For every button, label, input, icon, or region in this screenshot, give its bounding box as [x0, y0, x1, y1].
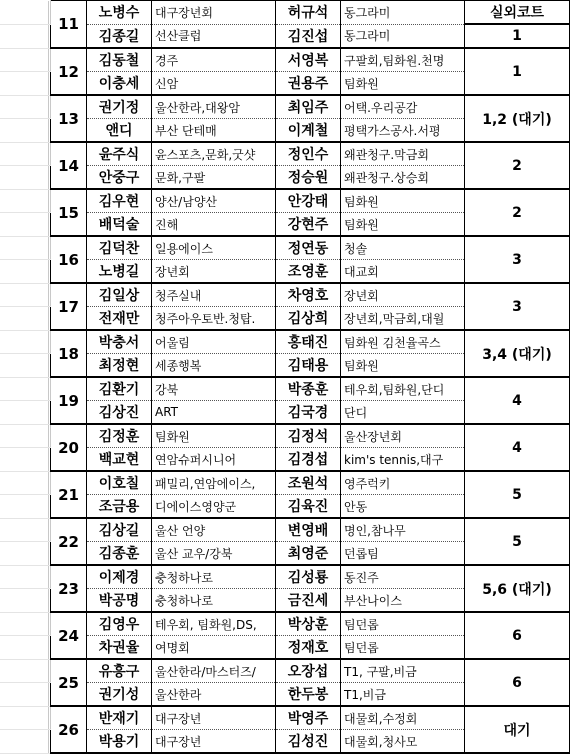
court-assignment[interactable]: 1: [465, 24, 570, 48]
player-club[interactable]: 팀던롭: [341, 636, 465, 660]
court-assignment[interactable]: 6: [465, 659, 570, 706]
player-club[interactable]: 팀화원: [341, 72, 465, 96]
player-name[interactable]: 조영훈: [276, 260, 341, 284]
group-number[interactable]: 14: [51, 142, 87, 189]
player-club[interactable]: 테우회,팀화원,단디: [341, 377, 465, 401]
player-name[interactable]: 김국경: [276, 401, 341, 425]
player-name[interactable]: 김상길: [87, 518, 152, 542]
player-club[interactable]: 충청하나로: [152, 589, 276, 613]
blank-cell[interactable]: [49, 636, 51, 660]
court-assignment[interactable]: 1,2 (대기): [465, 95, 570, 142]
player-name[interactable]: 박용기: [87, 730, 152, 754]
table-row: [0, 706, 570, 730]
court-assignment[interactable]: 3: [465, 236, 570, 283]
blank-cell[interactable]: [0, 1, 49, 25]
player-club[interactable]: ART: [152, 401, 276, 425]
player-name[interactable]: 변영배: [276, 518, 341, 542]
player-name[interactable]: 조원석: [276, 471, 341, 495]
player-name[interactable]: 윤주식: [87, 142, 152, 166]
player-name[interactable]: 오장섭: [276, 659, 341, 683]
table-row: [0, 612, 570, 636]
player-name[interactable]: 김동철: [87, 48, 152, 72]
player-name[interactable]: 김종길: [87, 24, 152, 48]
player-club[interactable]: 명인,참나무: [341, 518, 465, 542]
player-name[interactable]: 김덕찬: [87, 236, 152, 260]
player-name[interactable]: 전재만: [87, 307, 152, 331]
blank-cell[interactable]: [0, 706, 49, 730]
player-club[interactable]: 일용에이스: [152, 236, 276, 260]
player-club[interactable]: 진해: [152, 213, 276, 237]
player-club[interactable]: 디에이스영양군: [152, 495, 276, 519]
blank-cell[interactable]: [0, 213, 49, 237]
table-row: [0, 283, 570, 307]
court-assignment[interactable]: 3: [465, 283, 570, 330]
match-table-body: [0, 1, 570, 754]
player-club[interactable]: 왜관청구.상승회: [341, 166, 465, 190]
blank-cell[interactable]: [0, 542, 49, 566]
player-name[interactable]: 배덕술: [87, 213, 152, 237]
table-row: [0, 95, 570, 119]
player-name[interactable]: 김경섭: [276, 448, 341, 472]
player-club[interactable]: 대교회: [341, 260, 465, 284]
player-club[interactable]: 울산한라: [152, 683, 276, 707]
player-club[interactable]: 왜관청구.막금회: [341, 142, 465, 166]
player-name[interactable]: 노병길: [87, 260, 152, 284]
player-club[interactable]: 강북: [152, 377, 276, 401]
player-club[interactable]: 테우회, 팀화원,DS,: [152, 612, 276, 636]
player-club[interactable]: 팀화원: [341, 189, 465, 213]
court-assignment[interactable]: 5: [465, 471, 570, 518]
player-club[interactable]: 안동: [341, 495, 465, 519]
player-name[interactable]: 김종훈: [87, 542, 152, 566]
table-row: [0, 377, 570, 401]
blank-cell[interactable]: [49, 166, 51, 190]
court-assignment[interactable]: 6: [465, 612, 570, 659]
blank-cell[interactable]: [0, 307, 49, 331]
player-club[interactable]: 대구장년: [152, 706, 276, 730]
group-number[interactable]: 13: [51, 95, 87, 142]
court-assignment[interactable]: 2: [465, 189, 570, 236]
player-club[interactable]: 팀화원: [152, 424, 276, 448]
table-row: [0, 518, 570, 542]
player-name[interactable]: 차권율: [87, 636, 152, 660]
blank-cell[interactable]: [0, 48, 49, 72]
court-assignment[interactable]: 5: [465, 518, 570, 565]
player-club[interactable]: 패밀리,연암에이스,: [152, 471, 276, 495]
player-club[interactable]: 선산클럽: [152, 24, 276, 48]
table-row: [0, 330, 570, 354]
player-name[interactable]: 정승원: [276, 166, 341, 190]
table-row: [0, 565, 570, 589]
player-club[interactable]: 대물회,청사모: [341, 730, 465, 754]
blank-cell[interactable]: [0, 471, 49, 495]
blank-cell[interactable]: [0, 189, 49, 213]
group-number[interactable]: 22: [51, 518, 87, 565]
blank-cell[interactable]: [0, 24, 49, 48]
blank-cell[interactable]: [49, 683, 51, 707]
table-row: [0, 236, 570, 260]
player-name[interactable]: 금진세: [276, 589, 341, 613]
player-club[interactable]: 구팔회,팀화원.천명: [341, 48, 465, 72]
player-club[interactable]: 장년회: [152, 260, 276, 284]
blank-cell[interactable]: [49, 354, 51, 378]
player-name[interactable]: 한두봉: [276, 683, 341, 707]
blank-cell[interactable]: [0, 260, 49, 284]
player-club[interactable]: 평택가스공사.서평: [341, 119, 465, 143]
blank-cell[interactable]: [0, 495, 49, 519]
player-name[interactable]: 김정석: [276, 424, 341, 448]
group-number[interactable]: 25: [51, 659, 87, 706]
player-name[interactable]: 이제경: [87, 565, 152, 589]
player-club[interactable]: 단디: [341, 401, 465, 425]
player-club[interactable]: 윤스포츠,문화,굿샷: [152, 142, 276, 166]
player-name[interactable]: 강현주: [276, 213, 341, 237]
player-club[interactable]: 문화,구팔: [152, 166, 276, 190]
blank-cell[interactable]: [0, 565, 49, 589]
player-name[interactable]: 최정현: [87, 354, 152, 378]
group-number[interactable]: 19: [51, 377, 87, 424]
blank-cell[interactable]: [49, 589, 51, 613]
player-club[interactable]: 연암슈퍼시니어: [152, 448, 276, 472]
player-club[interactable]: 울산한라/마스터즈/: [152, 659, 276, 683]
table-row: [0, 471, 570, 495]
blank-cell[interactable]: [0, 636, 49, 660]
blank-cell[interactable]: [0, 95, 49, 119]
table-row: [0, 1, 570, 25]
player-name[interactable]: 김우현: [87, 189, 152, 213]
player-club[interactable]: 신암: [152, 72, 276, 96]
player-name[interactable]: 유흥구: [87, 659, 152, 683]
player-club[interactable]: 청주아우토반.청탑.: [152, 307, 276, 331]
player-club[interactable]: 여명회: [152, 636, 276, 660]
player-club[interactable]: 울산 교우/강북: [152, 542, 276, 566]
blank-cell[interactable]: [0, 730, 49, 754]
player-club[interactable]: 대구장년회: [152, 1, 276, 25]
blank-cell[interactable]: [49, 72, 51, 96]
player-name[interactable]: 이호칠: [87, 471, 152, 495]
player-club[interactable]: 부산 단테매: [152, 119, 276, 143]
blank-cell[interactable]: [0, 424, 49, 448]
blank-cell[interactable]: [49, 495, 51, 519]
group-number[interactable]: 23: [51, 565, 87, 612]
player-club[interactable]: 영주럭키: [341, 471, 465, 495]
group-number[interactable]: 24: [51, 612, 87, 659]
player-club[interactable]: 대물회,수정회: [341, 706, 465, 730]
player-name[interactable]: 김태용: [276, 354, 341, 378]
group-number[interactable]: 18: [51, 330, 87, 377]
blank-cell[interactable]: [49, 119, 51, 143]
blank-cell[interactable]: [49, 307, 51, 331]
table-row: [0, 142, 570, 166]
player-name[interactable]: 김일상: [87, 283, 152, 307]
blank-cell[interactable]: [0, 166, 49, 190]
player-name[interactable]: 이계철: [276, 119, 341, 143]
player-name[interactable]: 홍태진: [276, 330, 341, 354]
player-name[interactable]: 김성진: [276, 730, 341, 754]
player-club[interactable]: 장년회,막금회,대월: [341, 307, 465, 331]
player-name[interactable]: 정연동: [276, 236, 341, 260]
blank-cell[interactable]: [0, 659, 49, 683]
player-name[interactable]: 김정훈: [87, 424, 152, 448]
player-club[interactable]: 울산한라,대왕암: [152, 95, 276, 119]
blank-cell[interactable]: [0, 377, 49, 401]
player-club[interactable]: 세종행복: [152, 354, 276, 378]
blank-cell[interactable]: [0, 518, 49, 542]
player-name[interactable]: 김성룡: [276, 565, 341, 589]
player-name[interactable]: 박영주: [276, 706, 341, 730]
court-assignment[interactable]: 1: [465, 48, 570, 95]
player-name[interactable]: 조금용: [87, 495, 152, 519]
player-name[interactable]: 정재호: [276, 636, 341, 660]
blank-cell[interactable]: [49, 401, 51, 425]
court-assignment[interactable]: 5,6 (대기): [465, 565, 570, 612]
table-row: [0, 424, 570, 448]
player-club[interactable]: 팀화원: [341, 354, 465, 378]
court-assignment[interactable]: 3,4 (대기): [465, 330, 570, 377]
player-name[interactable]: 최임주: [276, 95, 341, 119]
player-club[interactable]: 어택.우리공감: [341, 95, 465, 119]
group-number[interactable]: 16: [51, 236, 87, 283]
player-club[interactable]: 동진주: [341, 565, 465, 589]
court-assignment[interactable]: 4: [465, 424, 570, 471]
blank-cell[interactable]: [0, 612, 49, 636]
blank-cell[interactable]: [0, 354, 49, 378]
player-club[interactable]: 충청하나로: [152, 565, 276, 589]
player-name[interactable]: 안중구: [87, 166, 152, 190]
group-number[interactable]: 12: [51, 48, 87, 95]
player-name[interactable]: 박충서: [87, 330, 152, 354]
group-number[interactable]: 21: [51, 471, 87, 518]
blank-cell[interactable]: [0, 589, 49, 613]
player-name[interactable]: 이충세: [87, 72, 152, 96]
player-name[interactable]: 김육진: [276, 495, 341, 519]
blank-cell[interactable]: [49, 730, 51, 754]
court-assignment[interactable]: 4: [465, 377, 570, 424]
player-club[interactable]: 부산나이스: [341, 589, 465, 613]
player-name[interactable]: 김영우: [87, 612, 152, 636]
blank-cell[interactable]: [49, 24, 51, 48]
player-club[interactable]: 울산 언양: [152, 518, 276, 542]
blank-cell[interactable]: [49, 448, 51, 472]
player-name[interactable]: 김진섭: [276, 24, 341, 48]
group-number[interactable]: 20: [51, 424, 87, 471]
blank-cell[interactable]: [0, 683, 49, 707]
player-name[interactable]: 차영호: [276, 283, 341, 307]
group-number[interactable]: 17: [51, 283, 87, 330]
blank-cell[interactable]: [0, 330, 49, 354]
player-club[interactable]: 팀화원: [341, 213, 465, 237]
player-club[interactable]: 울산장년회: [341, 424, 465, 448]
court-assignment[interactable]: 대기: [465, 706, 570, 753]
player-name[interactable]: 안강태: [276, 189, 341, 213]
player-club[interactable]: 던롭팀: [341, 542, 465, 566]
group-number[interactable]: 26: [51, 706, 87, 753]
player-name[interactable]: 김상진: [87, 401, 152, 425]
player-name[interactable]: 반재기: [87, 706, 152, 730]
player-name[interactable]: 서영복: [276, 48, 341, 72]
player-name[interactable]: 권기성: [87, 683, 152, 707]
player-name[interactable]: 김상희: [276, 307, 341, 331]
player-name[interactable]: 권기정: [87, 95, 152, 119]
player-club[interactable]: T1,비금: [341, 683, 465, 707]
player-club[interactable]: 청솔: [341, 236, 465, 260]
table-row: [0, 189, 570, 213]
player-club[interactable]: 양산/남양산: [152, 189, 276, 213]
player-club[interactable]: 동그라미: [341, 24, 465, 48]
player-name[interactable]: 노병수: [87, 1, 152, 25]
player-name[interactable]: 권용주: [276, 72, 341, 96]
player-club[interactable]: 청주실내: [152, 283, 276, 307]
blank-cell[interactable]: [0, 236, 49, 260]
court-assignment[interactable]: 2: [465, 142, 570, 189]
player-name[interactable]: 박공명: [87, 589, 152, 613]
player-name[interactable]: 박종훈: [276, 377, 341, 401]
blank-cell[interactable]: [0, 448, 49, 472]
table-row: [0, 659, 570, 683]
blank-cell[interactable]: [49, 260, 51, 284]
court-header[interactable]: 실외코트: [465, 1, 570, 25]
player-name[interactable]: 백교현: [87, 448, 152, 472]
blank-cell[interactable]: [0, 283, 49, 307]
player-name[interactable]: 앤디: [87, 119, 152, 143]
blank-cell[interactable]: [0, 142, 49, 166]
player-club[interactable]: 경주: [152, 48, 276, 72]
player-name[interactable]: 정인수: [276, 142, 341, 166]
player-club[interactable]: 어울림: [152, 330, 276, 354]
player-name[interactable]: 김환기: [87, 377, 152, 401]
player-club[interactable]: T1, 구팔,비금: [341, 659, 465, 683]
blank-cell[interactable]: [0, 119, 49, 143]
blank-cell[interactable]: [0, 72, 49, 96]
group-number[interactable]: 11: [51, 1, 87, 49]
player-club[interactable]: 팀던롭: [341, 612, 465, 636]
blank-cell[interactable]: [0, 401, 49, 425]
player-club[interactable]: kim's tennis,대구: [341, 448, 465, 472]
player-club[interactable]: 장년회: [341, 283, 465, 307]
table-row: [0, 48, 570, 72]
blank-cell[interactable]: [49, 213, 51, 237]
player-name[interactable]: 박상훈: [276, 612, 341, 636]
player-club[interactable]: 대구장년: [152, 730, 276, 754]
blank-cell[interactable]: [49, 542, 51, 566]
player-name[interactable]: 최영준: [276, 542, 341, 566]
group-number[interactable]: 15: [51, 189, 87, 236]
player-club[interactable]: 동그라미: [341, 1, 465, 25]
player-club[interactable]: 팀화원 김천율곡스: [341, 330, 465, 354]
player-name[interactable]: 허규석: [276, 1, 341, 25]
